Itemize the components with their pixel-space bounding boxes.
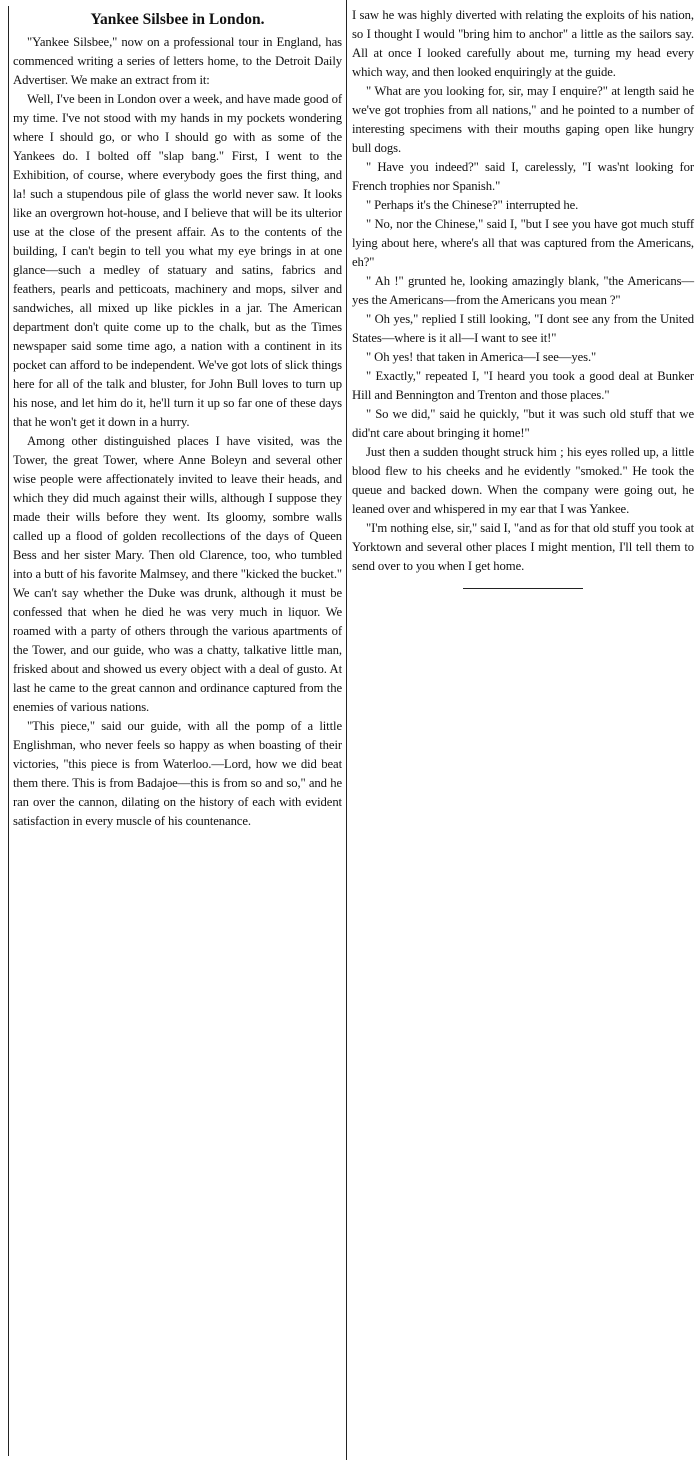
article-paragraph: "This piece," said our guide, with all the pomp of a little Englishman, who never feels so happy as when boasting of their victories, "this piece is from Waterloo.—Lord, how we did beat them there. This is from Badajoe—this is from so and so," and he ran over the cannon, dilating on the history of each with evident satisfaction in every muscle of his countenance.: [13, 719, 342, 828]
article-paragraph: "Yankee Silsbee," now on a professional tour in England, has commenced writing a series of letters home, to the Detroit Daily Advertiser. We make an extract from it:: [13, 35, 342, 87]
article-paragraph: " No, nor the Chinese," said I, "but I see you have got much stuff lying about here, where's all that was captured from the Americans, eh?": [352, 217, 694, 269]
article-paragraph: Among other distinguished places I have visited, was the Tower, the great Tower, where Anne Boleyn and several other wise people were affectionately invited to leave their heads, and which they did much against their wills, although I suppose they made their wills before they went. Its gloomy, sombre walls called up a flood of golden recollections of the days of Queen Bess and her sister Mary. Then old Clarence, too, who tumbled into a butt of his favorite Malmsey, and there "kicked the bucket." We can't say whether the Duke was drunk, although it must be confessed that when he died he was very much in liquor. We roamed with a party of others through the various apartments of the Tower, and our guide, who was a chatty, talkative little man, frisked about and showed us every object with a deal of gusto. At last he came to the great cannon and ordinance captured from the enemies of various nations.: [13, 434, 342, 714]
article-paragraph: Well, I've been in London over a week, and have made good of my time. I've not stood with my hands in my pockets wondering where I should go, or who I should go with as some of the Yankees do. I bolted off "slap bang." First, I went to the Exhibition, of course, where everybody goes the first thing, and la! such a stupendous pile of glass the world never saw. It looks like an overgrown hot-house, and I believe that will be its ulterior use at the close of the present affair. As to the contents of the building, I can't begin to tell you what my eye brings in at one glance—such a medley of statuary and satins, fabrics and feathers, pearls and petticoats, machinery and mops, silver and sandwiches, all mixed up like pickles in a jar. The American department don't quite come up to the chalk, but as the Times newspaper said some time ago, a nation with a continent in its pocket can afford to be independent. We've got lots of slick things here for all of the talk and bluster, for John Bull loves to turn up his nose, and let him do it, he'll turn it up so far one of these days that he won't get it down in a hurry.: [13, 92, 342, 429]
article-paragraph: " Have you indeed?" said I, carelessly, "I was'nt looking for French trophies nor Spanish.": [352, 160, 694, 193]
right-column: [352, 6, 694, 589]
article-paragraph: " Oh yes! that taken in America—I see—yes.": [366, 350, 597, 364]
article-paragraph: " Exactly," repeated I, "I heard you took a good deal at Bunker Hill and Bennington and Trenton and those places.": [352, 369, 694, 402]
article-paragraph: Just then a sudden thought struck him ; his eyes rolled up, a little blood flew to his cheeks and he evidently "smoked." He took the queue and backed down. When the company were going out, he leaned over and whispered in my ear that I was Yankee.: [352, 445, 694, 516]
article-paragraph: " Oh yes," replied I still looking, "I dont see any from the United States—where is it all—I want to see it!": [352, 312, 694, 345]
end-of-article-rule: [463, 588, 583, 589]
column-divider: [346, 0, 347, 1460]
article-paragraph: "I'm nothing else, sir," said I, "and as for that old stuff you took at Yorktown and several other places I might mention, I'll tell them to send over to you when I get home.: [352, 521, 694, 573]
article-paragraph: " Ah !" grunted he, looking amazingly blank, "the Americans—yes the Americans—from the Americans you mean ?": [352, 274, 694, 307]
article-headline: Yankee Silsbee in London.: [90, 11, 265, 28]
article-paragraph: " So we did," said he quickly, "but it was such old stuff that we did'nt care about bringing it home!": [352, 407, 694, 440]
left-column: [8, 6, 342, 1456]
article-paragraph: " What are you looking for, sir, may I enquire?" at length said he we've got trophies from all nations," and he pointed to a number of interesting specimens with their mouths gaping open like hungry bull dogs.: [352, 84, 694, 155]
article-paragraph: " Perhaps it's the Chinese?" interrupted he.: [366, 198, 579, 212]
article-paragraph: I saw he was highly diverted with relating the exploits of his nation, so I thought I would "bring him to anchor" a little as the sailors say. All at once I looked carefully about me, turning my head every which way, and then looked enquiringly at the guide.: [352, 8, 694, 79]
